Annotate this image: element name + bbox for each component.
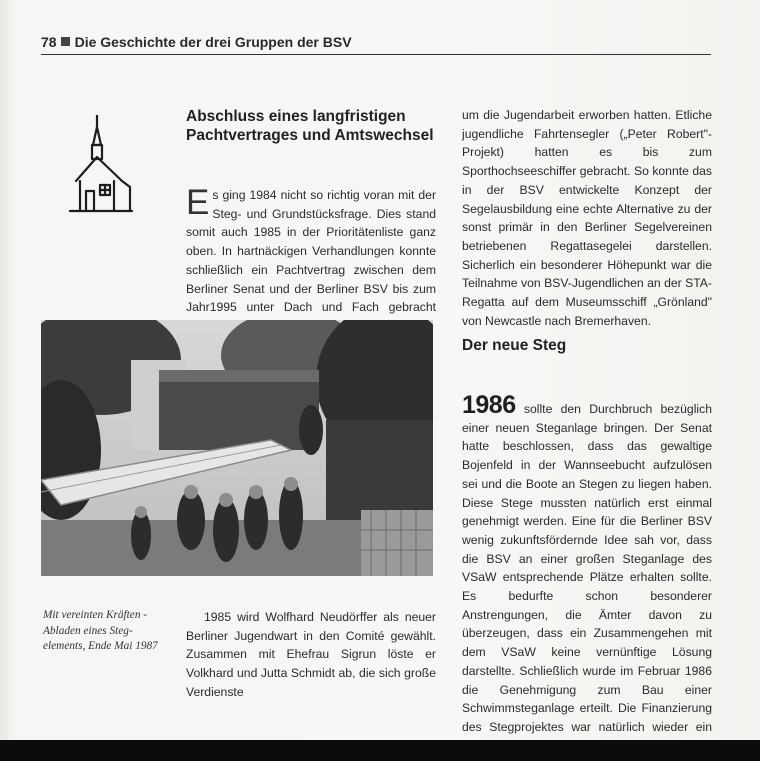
column2-continued-paragraph <box>462 106 712 330</box>
section1-paragraph2 <box>186 608 436 702</box>
running-head <box>41 34 711 55</box>
photo-steg-unloading <box>41 320 433 576</box>
section1-paragraph1-text: s ging 1984 nicht so richtig voran mit der Steg- und Grundstücksfrage. Dies stand somit auch 1985 in der Prioritätenliste ganz oben. In hartnäckigen Verhandlungen konnte schließlich ein Pachtvertrag zwischen dem Berliner Senat und der Berliner BSV bis zum Jahr1995 unter Dach und Fach gebracht <box>186 188 436 315</box>
section-heading-pachtvertrag: Abschluss eines langfristigen Pachtvertrages und Amtswechsel <box>186 108 434 144</box>
photo-caption: Mit vereinten Kräften - Abladen eines Steg-elements, Ende Mai 1987 <box>43 609 158 652</box>
section1-paragraph2-text: 1985 wird Wolfhard Neudörffer als neuer Berliner Jugendwart in den Comité gewählt. Zusammen mit Ehefrau Sigrun löste er Volkhard und Jutta Schmidt ab, die sich große Verdienste <box>186 610 436 699</box>
page-number: 78 <box>41 34 57 50</box>
section-heading-neuer-steg: Der neue Steg <box>462 337 567 354</box>
scan-bottom-band <box>0 740 760 761</box>
running-head-title: Die Geschichte der drei Gruppen der BSV <box>74 34 352 50</box>
square-bullet-icon <box>61 37 70 46</box>
drop-cap: E <box>186 183 210 222</box>
chapel-icon <box>66 115 138 215</box>
section1-paragraph1 <box>186 183 436 336</box>
photo-image <box>41 320 433 576</box>
year-1986: 1986 <box>462 391 516 419</box>
column2-paragraph-text: um die Jugendarbeit erworben hatten. Etliche jugendliche Fahrtensegler („Peter Robert"-Projekt) hatten es bis zum Sporthochseeschiffer gebracht. So konnte das in der BSV entwickelte Konzept der Segelausbildung eine echte Alternative zu der sonst primär in den Berliner Segelvereinen betriebenen Regattasegelei darstellen. Sicherlich ein besonderer Höhepunkt war die Teilnahme von BSV-Jugendlichen an der STA-Regatta auf dem Museumsschiff „Grönland" von Newcastle nach Bremerhaven. <box>462 108 712 328</box>
section2-paragraph-text: sollte den Durchbruch bezüglich einer neuen Steganlage bringen. Der Senat hatte beschlossen, dass das gewaltige Bojenfeld in der Wannseebucht aufzulösen sei und die Boote an Stegen zu liegen haben. Diese Stege mussten natürlich erst einmal genehmigt werden. Eine für die Berliner BSV wenig zukunftsfördernde Idee sah vor, dass die BSV an einer großen Steganlage des VSaW entsprechende Plätze erhalten sollte. Es bedurfte schon besonderer Anstrengungen, die Ämter davon zu überzeugen, dass ein Zusammengehen mit dem VSaW keine vernünftige Lösung darstellte. Schließlich wurde im Februar 1986 die Genehmigung zum Bau einer Schwimmsteganlage erteilt. Die Finanzierung des Stegprojektes war natürlich wieder ein <box>462 402 712 734</box>
section2-paragraph <box>462 391 712 755</box>
